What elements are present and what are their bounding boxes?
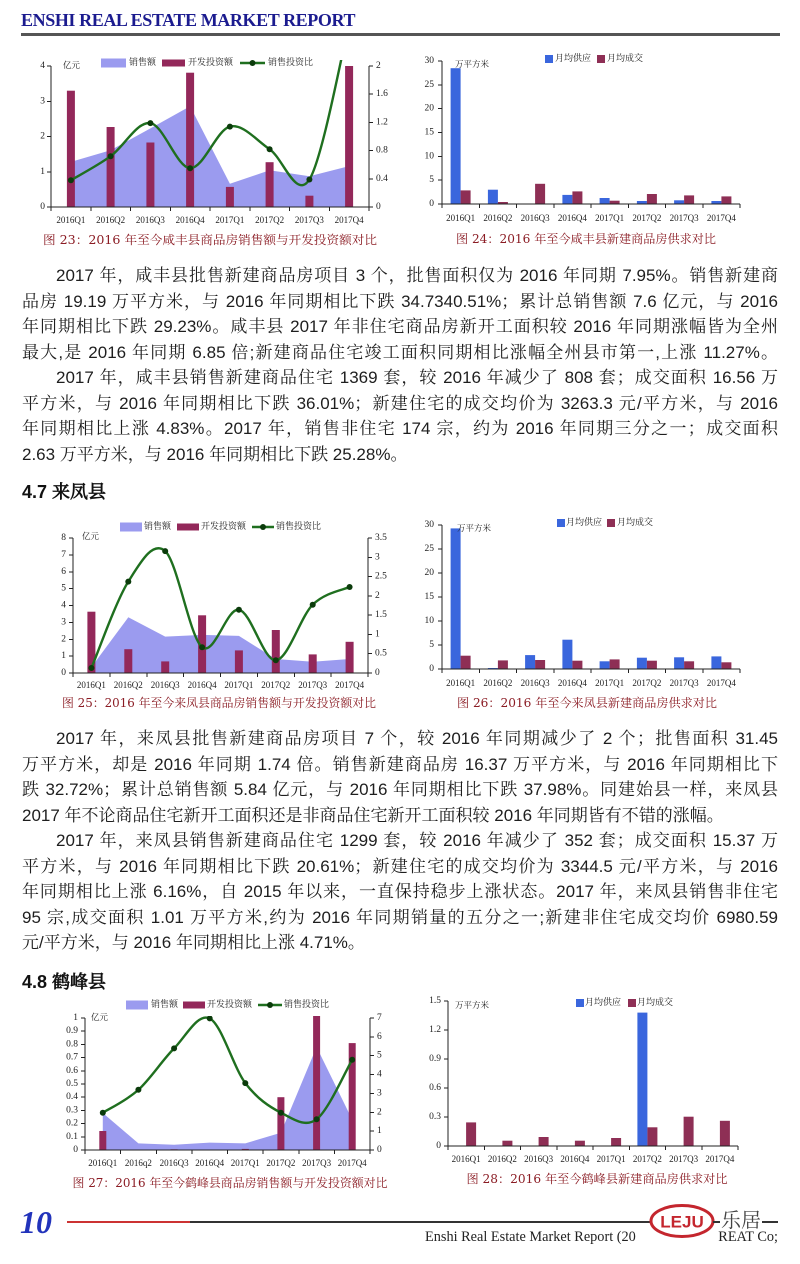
x-tick-label: 2016Q3 <box>135 215 165 225</box>
right-tick-label: 0.8 <box>376 145 388 156</box>
bar-deal <box>498 660 508 669</box>
x-tick-label: 2016Q3 <box>520 678 550 688</box>
plot-area <box>451 528 732 669</box>
x-tick-label: 2017Q3 <box>298 680 328 690</box>
bar-investment <box>124 649 132 673</box>
logo-chinese-text: 乐居 <box>721 1210 761 1232</box>
x-tick-label: 2016Q2 <box>483 678 513 688</box>
chart-1 <box>40 21 388 247</box>
plot-area <box>466 1013 730 1146</box>
left-tick-label: 20 <box>424 103 434 114</box>
bar-supply <box>525 655 535 669</box>
ratio-point <box>125 579 131 585</box>
legend <box>557 516 653 528</box>
left-tick-label: 0.1 <box>66 1131 78 1142</box>
logo-text: LEJU <box>660 1212 704 1232</box>
paragraph-line: 品房 19.19 万平方米，与 2016 年同期相比下跌 34.7340.51%；累计总销售额 7.6 亿元，与 2016 <box>22 291 778 311</box>
x-tick-label: 2017Q2 <box>261 680 291 690</box>
x-tick-label: 2016Q2 <box>483 213 513 223</box>
bar-deal <box>535 184 545 204</box>
right-tick-label: 0.4 <box>376 173 388 184</box>
left-tick-label: 0.9 <box>429 1054 441 1064</box>
legend <box>126 998 329 1010</box>
paragraph-line: 跌 32.72%；累计总销售额 5.84 亿元，与 2016 年同期相比下跌 37.98%。同建始县一样，来凤县 <box>22 780 778 799</box>
left-tick-label: 2 <box>61 634 66 645</box>
y-unit-label: 亿元 <box>63 61 81 71</box>
paragraph-line: 平方米，与 2016 年同期相比下跌 36.01%；新建住宅的成交均价为 3263.3 元/平方米，与 2016 <box>22 393 778 413</box>
left-tick-label: 4 <box>61 600 66 611</box>
legend-swatch-deal <box>607 519 615 527</box>
x-tick-label: 2016Q1 <box>446 678 476 688</box>
x-tick-label: 2017Q2 <box>266 1158 296 1168</box>
left-tick-label: 25 <box>424 79 434 90</box>
x-tick-label: 2017Q2 <box>255 215 285 225</box>
legend-label-sales: 销售额 <box>151 1000 179 1010</box>
bar-supply <box>711 656 721 669</box>
left-tick-label: 0.7 <box>66 1052 78 1063</box>
bar-supply <box>562 195 572 204</box>
plot-area <box>99 1015 355 1150</box>
bar-investment <box>266 162 274 207</box>
figure-caption: 图 26：2016 年至今来凤县新建商品房供求对比 <box>457 696 715 710</box>
left-tick-label: 15 <box>424 127 434 138</box>
left-tick-label: 5 <box>61 583 66 594</box>
x-tick-label: 2017Q3 <box>669 213 699 223</box>
legend-label-deal: 月均成交 <box>637 998 674 1008</box>
right-tick-label: 0.5 <box>375 648 387 659</box>
right-tick-label: 4 <box>377 1069 382 1080</box>
right-tick-label: 2 <box>376 61 381 71</box>
bar-deal <box>611 1138 621 1146</box>
legend-label-supply: 月均供应 <box>566 518 603 528</box>
report-header-title: ENSHI REAL ESTATE MARKET REPORT <box>21 10 356 30</box>
figure-caption: 图 24：2016 年至今咸丰县新建商品房供求对比 <box>456 232 714 246</box>
legend-label-investment: 开发投资额 <box>201 522 247 532</box>
left-tick-label: 0 <box>40 202 45 212</box>
bar-investment <box>107 127 115 207</box>
xianfeng-text <box>22 263 778 467</box>
bar-deal <box>721 196 731 204</box>
bar-deal <box>466 1122 476 1146</box>
left-tick-label: 0 <box>429 664 434 674</box>
x-tick-label: 2017Q1 <box>595 213 625 223</box>
bar-supply <box>674 657 684 669</box>
paragraph-line: 年同期相比上涨 4.83%。2017 年，销售非住宅 174 宗，约为 2016 年同期三分之一；成交面积 <box>22 419 778 438</box>
x-tick-label: 2016Q1 <box>88 1158 118 1168</box>
x-tick-label: 2017Q3 <box>294 215 324 225</box>
legend <box>101 56 313 68</box>
left-tick-label: 10 <box>424 151 434 162</box>
ratio-point <box>242 1080 248 1086</box>
legend-label-investment: 开发投资额 <box>207 1000 253 1010</box>
legend-swatch-marker <box>260 524 266 530</box>
bar-investment <box>67 91 75 207</box>
legend-label-deal: 月均成交 <box>607 54 644 64</box>
left-tick-label: 0.8 <box>66 1039 78 1050</box>
x-tick-label: 2016Q4 <box>557 678 587 688</box>
x-tick-label: 2016Q3 <box>159 1158 189 1168</box>
left-tick-label: 30 <box>424 520 434 530</box>
legend-swatch-bar <box>177 524 199 531</box>
left-tick-label: 1 <box>61 651 66 662</box>
ratio-point <box>347 584 353 590</box>
legend-swatch-deal <box>628 999 636 1007</box>
ratio-point <box>100 1110 106 1116</box>
bar-deal <box>647 1127 657 1146</box>
bar-deal <box>647 194 657 204</box>
legend-label-sales: 销售额 <box>129 58 157 68</box>
bar-deal <box>610 659 620 669</box>
ratio-point <box>306 177 312 183</box>
y-unit-label: 万平方米 <box>455 60 490 70</box>
x-tick-label: 2017Q4 <box>337 1158 367 1168</box>
legend-label-ratio: 销售投资比 <box>284 1000 330 1010</box>
ratio-point <box>171 1045 177 1051</box>
x-tick-label: 2017Q4 <box>334 215 364 225</box>
bar-supply <box>600 661 610 669</box>
left-tick-label: 8 <box>61 533 66 543</box>
legend-swatch-marker <box>267 1002 273 1008</box>
left-tick-label: 0 <box>429 199 434 209</box>
x-tick-label: 2016Q1 <box>56 215 86 225</box>
bar-investment <box>146 143 154 208</box>
bar-deal <box>684 661 694 669</box>
bar-investment <box>99 1131 106 1150</box>
logo-dash-left <box>713 1221 720 1223</box>
legend-swatch-bar <box>162 60 185 67</box>
ratio-point <box>310 602 316 608</box>
bar-deal <box>502 1141 512 1146</box>
right-tick-label: 3 <box>377 1088 382 1099</box>
logo-dash-right <box>762 1221 778 1223</box>
left-tick-label: 0.9 <box>66 1026 78 1037</box>
bar-supply <box>637 658 647 669</box>
bar-supply <box>451 528 461 669</box>
header-rule <box>21 33 780 36</box>
x-tick-label: 2017Q2 <box>632 1154 662 1164</box>
bar-supply <box>562 640 572 669</box>
ratio-point <box>187 165 193 171</box>
x-tick-label: 2016Q4 <box>175 215 205 225</box>
bar-deal <box>572 661 582 669</box>
x-tick-label: 2016Q3 <box>150 680 180 690</box>
x-tick-label: 2016Q4 <box>195 1158 225 1168</box>
right-tick-label: 0 <box>375 668 380 678</box>
figure-caption: 图 25：2016 年至今来凤县商品房销售额与开发投资额对比 <box>62 696 380 710</box>
ratio-point <box>162 548 168 554</box>
footer-accent-rule <box>67 1221 190 1223</box>
footer-rule <box>190 1221 652 1223</box>
right-tick-label: 0 <box>376 202 381 212</box>
bar-deal <box>572 191 582 204</box>
paragraph-line: 元/平方米，与 2016 年同期相比上涨 4.71%。 <box>22 933 365 952</box>
legend-swatch-supply <box>557 519 565 527</box>
left-tick-label: 5 <box>429 640 434 650</box>
footer-report-text-start: Enshi Real Estate Market Report (20 <box>425 1229 636 1245</box>
right-tick-label: 1.6 <box>376 89 388 100</box>
x-tick-label: 2017Q4 <box>706 213 736 223</box>
paragraph-line: 2017 年不论商品住宅新开工面积还是非商品住宅新开工面积较 2016 年同期皆有不错的涨幅。 <box>22 805 724 825</box>
left-tick-label: 25 <box>424 544 434 554</box>
chart-3 <box>61 520 387 710</box>
bar-investment <box>226 187 234 207</box>
bar-deal <box>575 1141 585 1146</box>
bar-deal <box>535 660 545 669</box>
left-tick-label: 0.2 <box>66 1118 78 1129</box>
y-unit-label: 亿元 <box>91 1013 109 1023</box>
x-tick-label: 2017Q4 <box>335 680 365 690</box>
right-tick-label: 7 <box>377 1013 382 1023</box>
bar-deal <box>539 1137 549 1146</box>
paragraph-line: 2017 年，来凤县批售新建商品房项目 7 个，较 2016 年同期减少了 2 个；批售面积 31.45 <box>56 729 778 748</box>
paragraph-line: 最大,是 2016 年同期 6.85 倍;新建商品住宅竣工面积同期相比涨幅全州县市第一,上涨 11.27%。 <box>22 342 778 362</box>
bar-supply <box>674 200 684 204</box>
right-tick-label: 1 <box>375 629 380 640</box>
y-unit-label: 亿元 <box>82 532 100 542</box>
legend <box>120 520 321 532</box>
chart-6 <box>429 996 738 1186</box>
x-tick-label: 2017Q2 <box>632 213 662 223</box>
left-tick-label: 6 <box>61 566 66 577</box>
x-tick-label: 2016q2 <box>124 1158 152 1168</box>
ratio-point <box>267 146 273 152</box>
x-tick-label: 2017Q1 <box>596 1154 626 1164</box>
ratio-point <box>199 644 205 650</box>
leju-logo <box>648 1203 716 1239</box>
left-tick-label: 0.3 <box>429 1112 441 1122</box>
right-tick-label: 3 <box>375 552 380 563</box>
left-tick-label: 0.4 <box>66 1092 78 1103</box>
ratio-point <box>147 120 153 126</box>
right-tick-label: 3.5 <box>375 533 387 543</box>
paragraph-line: 95 宗,成交面积 1.01 万平方米,约为 2016 年同期销量的五分之一;新建非住宅成交均价 6980.59 <box>22 907 778 927</box>
left-tick-label: 1 <box>40 166 45 177</box>
left-tick-label: 15 <box>424 592 434 602</box>
right-tick-label: 1.5 <box>375 610 387 621</box>
legend-label-ratio: 销售投资比 <box>276 522 322 532</box>
legend <box>576 996 673 1008</box>
left-tick-label: 0 <box>61 668 66 678</box>
left-tick-label: 20 <box>424 568 434 578</box>
x-tick-label: 2016Q1 <box>76 680 106 690</box>
bar-investment <box>235 650 243 673</box>
paragraph-line: 2017 年，咸丰县批售新建商品房项目 3 个，批售面积仅为 2016 年同期 7.95%。销售新建商 <box>56 266 778 285</box>
bar-investment <box>345 66 353 207</box>
legend-swatch-bar <box>183 1002 205 1009</box>
left-tick-label: 3 <box>40 96 45 107</box>
legend-label-supply: 月均供应 <box>555 54 592 64</box>
x-tick-label: 2017Q4 <box>706 678 736 688</box>
x-tick-label: 2017Q3 <box>669 678 699 688</box>
right-tick-label: 2 <box>375 590 380 601</box>
x-tick-label: 2016Q1 <box>446 213 476 223</box>
legend-label-deal: 月均成交 <box>617 518 654 528</box>
legend-swatch-marker <box>250 60 256 66</box>
bar-supply <box>451 68 461 204</box>
left-tick-label: 0.6 <box>66 1065 78 1076</box>
plot-area <box>451 68 732 204</box>
left-tick-label: 2 <box>40 131 45 142</box>
x-tick-label: 2017Q4 <box>705 1154 735 1164</box>
figure-caption: 图 28：2016 年至今鹤峰县新建商品房供求对比 <box>466 1172 724 1186</box>
x-tick-label: 2016Q3 <box>520 213 550 223</box>
left-tick-label: 0.6 <box>429 1083 441 1093</box>
bar-investment <box>309 654 317 673</box>
legend-label-supply: 月均供应 <box>585 998 622 1008</box>
bar-investment <box>161 661 169 673</box>
bar-investment <box>272 630 280 673</box>
ratio-point <box>88 665 94 671</box>
legend-label-sales: 销售额 <box>144 522 172 532</box>
x-tick-label: 2016Q1 <box>451 1154 481 1164</box>
left-tick-label: 0 <box>73 1145 78 1155</box>
left-tick-label: 1.2 <box>429 1025 441 1035</box>
bar-investment <box>186 73 194 207</box>
figure-caption: 图 27：2016 年至今鹤峰县商品房销售额与开发投资额对比 <box>72 1176 390 1190</box>
legend-swatch-area <box>126 1001 148 1010</box>
left-tick-label: 10 <box>424 616 434 626</box>
ratio-point <box>135 1087 141 1093</box>
legend-swatch-deal <box>597 55 605 63</box>
legend-label-ratio: 销售投资比 <box>268 58 314 68</box>
section-heading-hefeng: 4.8 鹤峰县 <box>22 972 107 992</box>
x-tick-label: 2016Q3 <box>524 1154 554 1164</box>
paragraph-line: 年同期相比上涨 6.16%，自 2015 年以来，一直保持稳步上涨状态。2017 年，来凤县销售非住宅 <box>22 882 778 901</box>
left-tick-label: 1.5 <box>429 996 441 1006</box>
bar-investment <box>305 196 313 207</box>
bar-investment <box>277 1097 284 1150</box>
ratio-point <box>227 124 233 130</box>
ratio-point <box>278 1110 284 1116</box>
paragraph-line: 2017 年，咸丰县销售新建商品住宅 1369 套，较 2016 年减少了 808 套；成交面积 16.56 万 <box>56 368 778 387</box>
y-unit-label: 万平方米 <box>457 524 492 534</box>
right-tick-label: 1.2 <box>376 117 388 128</box>
left-tick-label: 0.3 <box>66 1105 78 1116</box>
bar-deal <box>721 662 731 669</box>
paragraph-line: 2.63 万平方米，与 2016 年同期相比下跌 25.28%。 <box>22 444 408 464</box>
section-heading-laifeng: 4.7 来凤县 <box>22 482 107 502</box>
bar-supply <box>488 190 498 204</box>
chart-4 <box>425 516 741 710</box>
left-tick-label: 5 <box>429 175 434 186</box>
left-tick-label: 3 <box>61 617 66 628</box>
right-tick-label: 2 <box>377 1107 382 1118</box>
bar-investment <box>313 1015 320 1150</box>
ratio-point <box>207 1015 213 1021</box>
chart-2 <box>425 52 741 246</box>
x-tick-label: 2017Q2 <box>632 678 662 688</box>
legend-label-investment: 开发投资额 <box>188 58 234 68</box>
left-tick-label: 1 <box>73 1013 78 1023</box>
chart-5 <box>66 998 390 1190</box>
figure-caption: 图 23：2016 年至今咸丰县商品房销售额与开发投资额对比 <box>43 233 361 247</box>
bar-investment <box>346 642 354 673</box>
legend-swatch-supply <box>576 999 584 1007</box>
bar-deal <box>684 195 694 204</box>
y-unit-label: 万平方米 <box>455 1001 490 1011</box>
paragraph-line: 万平方米，却是 2016 年同期 1.74 倍。销售新建商品房 16.37 万平方米，与 2016 年同期相比下 <box>22 754 778 774</box>
ratio-point <box>273 657 279 663</box>
bar-supply <box>637 1013 647 1146</box>
paragraph-line: 平方米，与 2016 年同期相比下跌 20.61%；新建住宅的成交均价为 3344.5 元/平方米，与 2016 <box>22 856 778 876</box>
ratio-point <box>68 177 74 183</box>
x-tick-label: 2017Q1 <box>215 215 245 225</box>
bar-deal <box>684 1117 694 1146</box>
left-tick-label: 4 <box>40 61 45 71</box>
paragraph-line: 2017 年，来凤县销售新建商品住宅 1299 套，较 2016 年减少了 352 套；成交面积 15.37 万 <box>56 831 778 850</box>
ratio-point <box>236 607 242 613</box>
bar-deal <box>461 656 471 669</box>
x-tick-label: 2016Q2 <box>96 215 126 225</box>
bar-deal <box>720 1121 730 1146</box>
right-tick-label: 1 <box>377 1126 382 1137</box>
bar-supply <box>600 198 610 204</box>
x-tick-label: 2017Q3 <box>669 1154 699 1164</box>
x-tick-label: 2016Q2 <box>487 1154 517 1164</box>
x-tick-label: 2017Q1 <box>595 678 625 688</box>
legend-swatch-area <box>120 523 142 532</box>
ratio-point <box>349 1057 355 1063</box>
x-tick-label: 2016Q4 <box>187 680 217 690</box>
x-tick-label: 2016Q2 <box>113 680 143 690</box>
left-tick-label: 7 <box>61 549 66 560</box>
paragraph-line: 年同期相比下跌 29.23%。咸丰县 2017 年非住宅商品房新开工面积较 2016 年同期涨幅皆为全州 <box>22 317 778 336</box>
ratio-point <box>108 153 114 159</box>
ratio-point <box>314 1116 320 1122</box>
legend <box>545 52 643 64</box>
bar-deal <box>461 190 471 204</box>
x-tick-label: 2017Q1 <box>224 680 254 690</box>
x-tick-label: 2016Q4 <box>560 1154 590 1164</box>
left-tick-label: 0.5 <box>66 1079 78 1089</box>
plot-area <box>67 21 353 207</box>
x-tick-label: 2017Q3 <box>302 1158 332 1168</box>
laifeng-text <box>22 726 778 956</box>
right-tick-label: 0 <box>377 1145 382 1155</box>
left-tick-label: 0 <box>436 1141 441 1151</box>
page-number: 10 <box>20 1204 52 1240</box>
right-tick-label: 2.5 <box>375 571 387 582</box>
right-tick-label: 6 <box>377 1031 382 1042</box>
plot-area <box>87 548 353 673</box>
x-tick-label: 2016Q4 <box>557 213 587 223</box>
left-tick-label: 30 <box>424 56 434 66</box>
legend-swatch-supply <box>545 55 553 63</box>
footer-report-text-end: REAT Co; <box>718 1229 778 1245</box>
legend-swatch-area <box>101 59 126 68</box>
right-tick-label: 5 <box>377 1050 382 1061</box>
bar-deal <box>647 661 657 669</box>
x-tick-label: 2017Q1 <box>230 1158 260 1168</box>
